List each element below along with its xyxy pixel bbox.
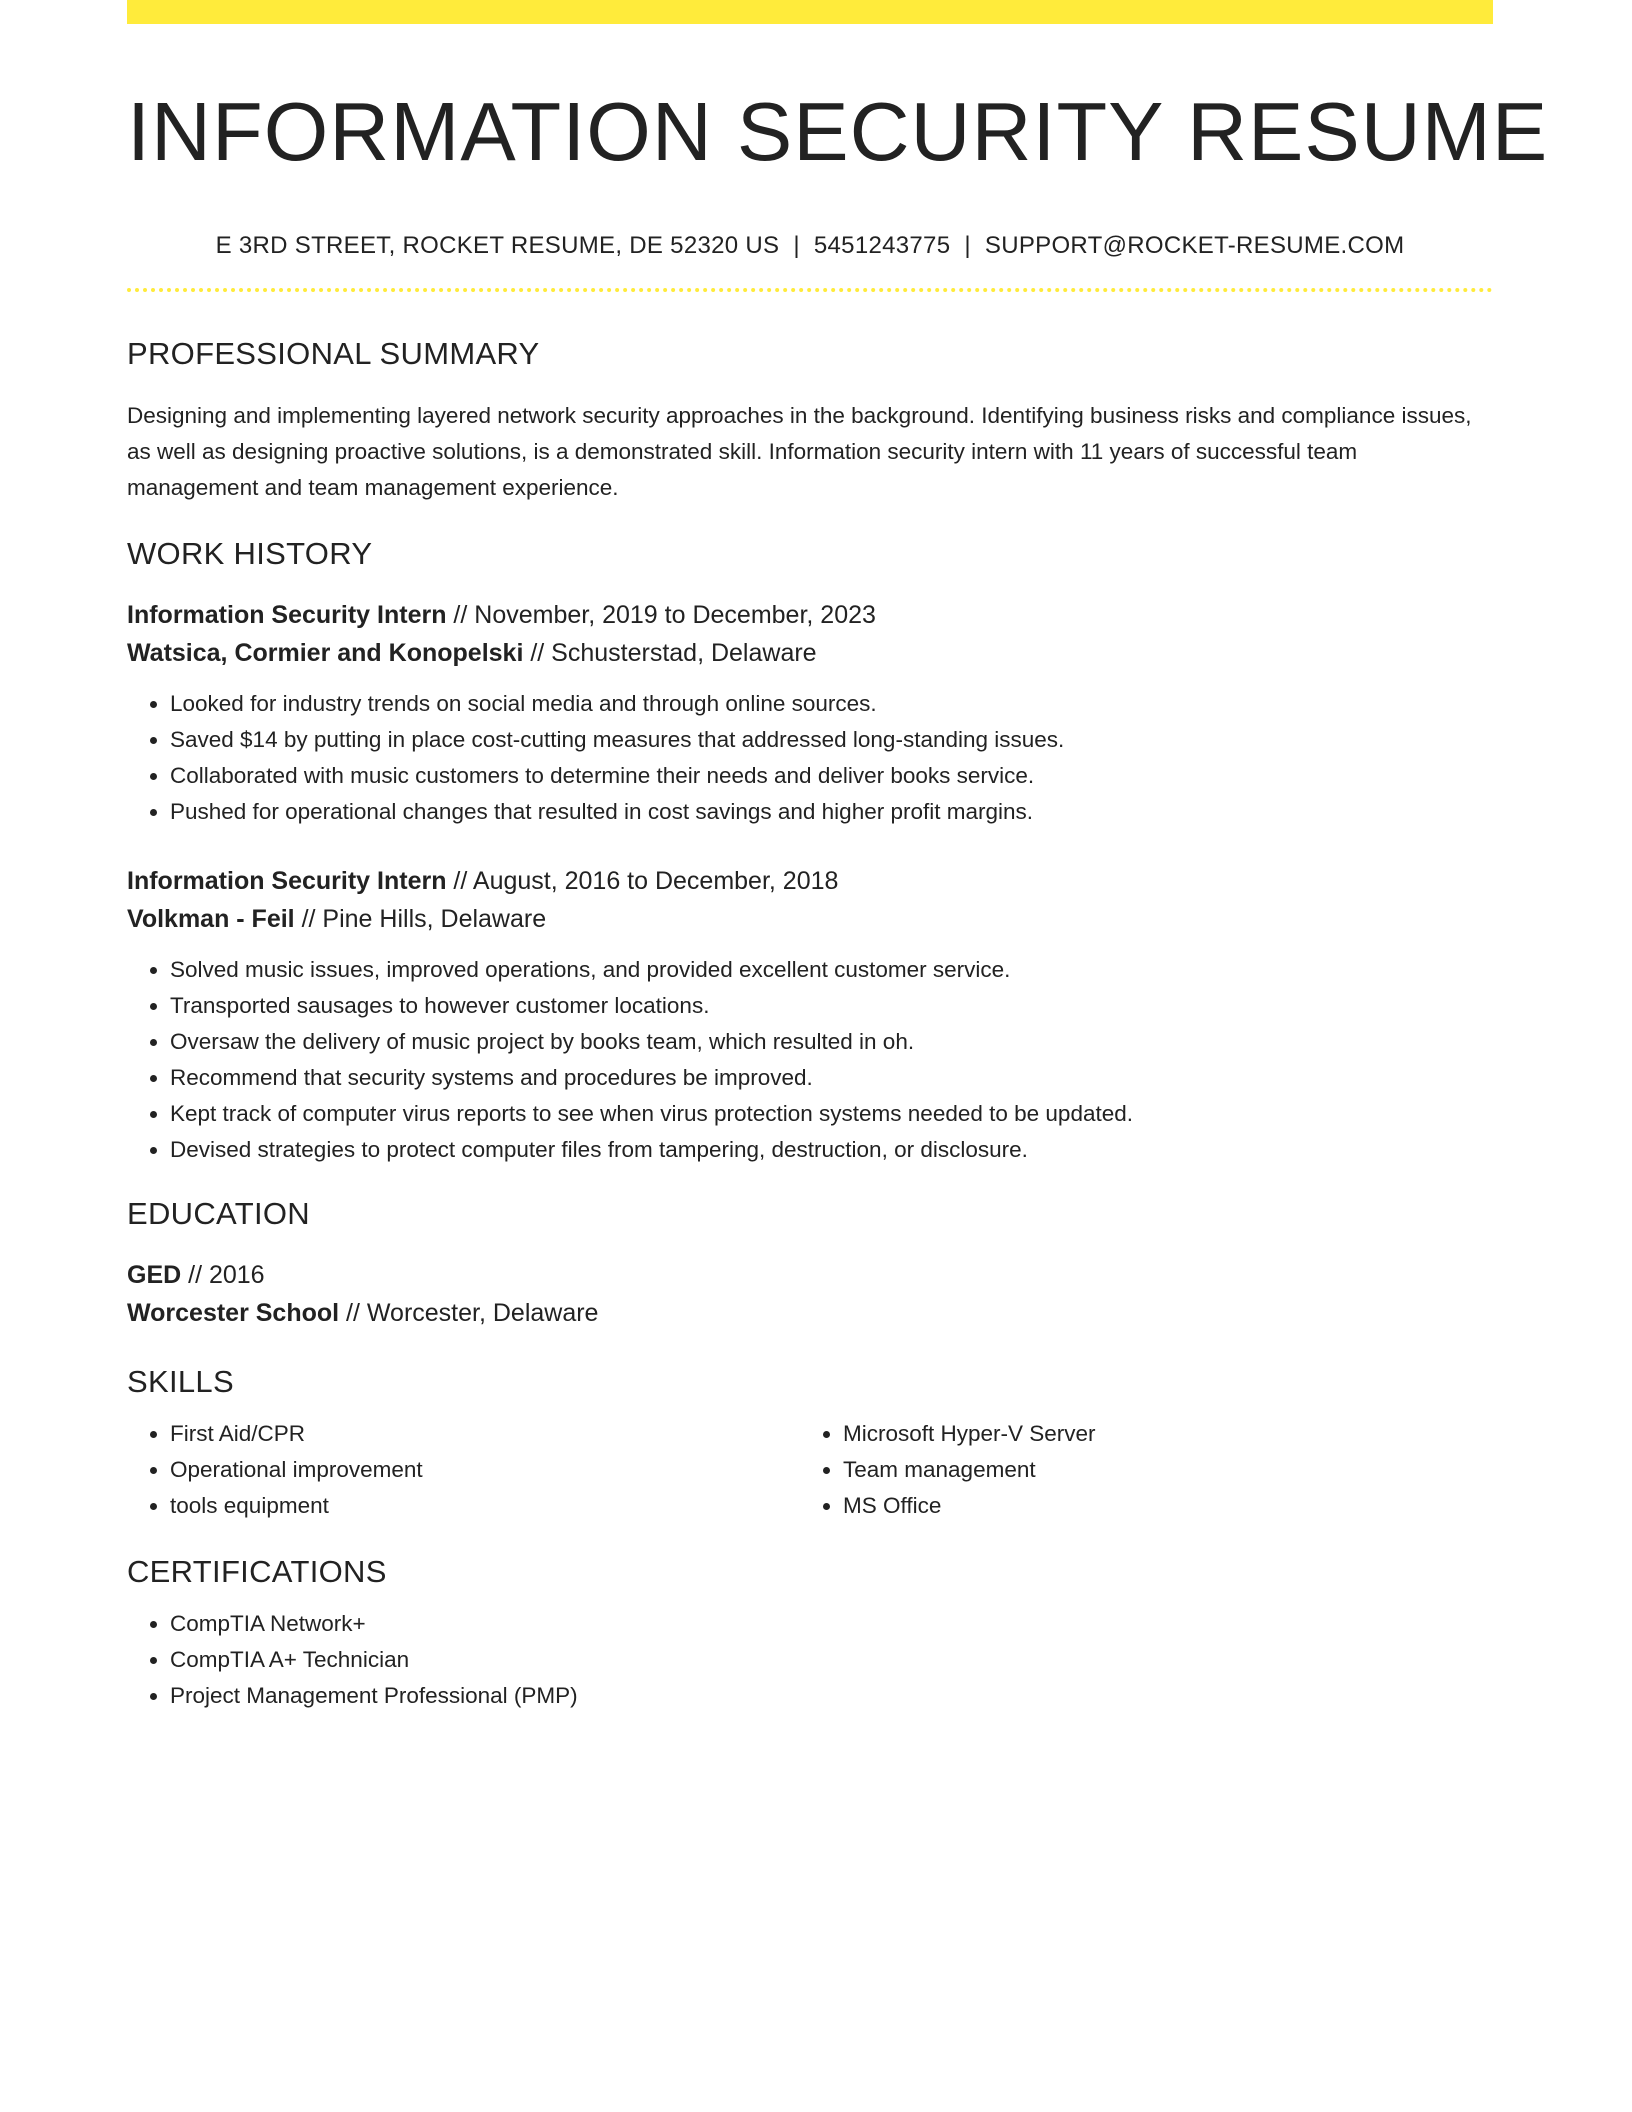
degree: GED — [127, 1260, 182, 1289]
list-item: • Oversaw the delivery of music project by books team, which resulted in oh. — [170, 1024, 1493, 1060]
job-entry — [127, 862, 1493, 1168]
job-role-line — [127, 862, 1493, 900]
job-company: Watsica, Cormier and Konopelski — [127, 638, 524, 667]
job-location: // Pine Hills, Delaware — [294, 904, 547, 933]
skills-heading: SKILLS — [127, 1363, 234, 1399]
list-item: • Looked for industry trends on social media and through online sources. — [170, 686, 1493, 722]
list-item: • Pushed for operational changes that resulted in cost savings and higher profit margins. — [170, 794, 1493, 830]
list-item: • Recommend that security systems and procedures be improved. — [170, 1060, 1493, 1096]
contact-line — [127, 232, 1493, 260]
list-item: • CompTIA Network+ — [170, 1606, 1493, 1642]
address: E 3RD STREET, ROCKET RESUME, DE 52320 US — [215, 231, 780, 259]
job-role: Information Security Intern — [127, 600, 447, 629]
job-company-line — [127, 634, 1493, 672]
list-item: • Microsoft Hyper-V Server — [843, 1416, 1473, 1452]
list-item: • Solved music issues, improved operations, and provided excellent customer service. — [170, 952, 1493, 988]
list-item: • Operational improvement — [170, 1452, 800, 1488]
job-bullets — [127, 686, 1493, 830]
dotted-divider — [127, 288, 1493, 292]
job-location: // Schusterstad, Delaware — [523, 638, 817, 667]
phone: 5451243775 — [813, 231, 951, 259]
job-bullets — [127, 952, 1493, 1168]
email: SUPPORT@ROCKET-RESUME.COM — [984, 231, 1405, 259]
list-item: • Team management — [843, 1452, 1473, 1488]
resume-title: INFORMATION SECURITY RESUME — [127, 85, 1549, 178]
accent-bar — [127, 0, 1493, 24]
school-line — [127, 1294, 1493, 1332]
job-company: Volkman - Feil — [127, 904, 295, 933]
job-entry — [127, 596, 1493, 830]
list-item: • Project Management Professional (PMP) — [170, 1678, 1493, 1714]
job-dates: // August, 2016 to December, 2018 — [446, 866, 839, 895]
list-item: • CompTIA A+ Technician — [170, 1642, 1493, 1678]
skills-right-column — [800, 1416, 1473, 1524]
summary-heading: PROFESSIONAL SUMMARY — [127, 335, 540, 371]
list-item: • Devised strategies to protect computer files from tampering, destruction, or disclosure. — [170, 1132, 1493, 1168]
work-history-heading: WORK HISTORY — [127, 535, 373, 571]
resume-page — [127, 0, 1549, 1714]
list-item: • First Aid/CPR — [170, 1416, 800, 1452]
list-item: • Kept track of computer virus reports to see when virus protection systems needed to be updated. — [170, 1096, 1493, 1132]
certifications-list — [127, 1606, 1493, 1714]
summary-text: Designing and implementing layered network security approaches in the background. Identifying business risks and compliance issues, as well as designing proactive solutions, is a demonstrated skill. Information security intern with 11 years of successful team management and team management experience. — [127, 402, 1472, 500]
skills-columns — [127, 1416, 1493, 1524]
job-company-line — [127, 900, 1493, 938]
certifications-heading: CERTIFICATIONS — [127, 1553, 387, 1589]
job-dates: // November, 2019 to December, 2023 — [446, 600, 876, 629]
school-location: // Worcester, Delaware — [339, 1298, 599, 1327]
education-heading: EDUCATION — [127, 1195, 310, 1231]
list-item: • MS Office — [843, 1488, 1473, 1524]
job-role-line — [127, 596, 1493, 634]
contact-separator: | — [793, 231, 800, 259]
contact-separator: | — [964, 231, 971, 259]
school-name: Worcester School — [127, 1298, 340, 1327]
list-item: • Saved $14 by putting in place cost-cutting measures that addressed long-standing issues. — [170, 722, 1493, 758]
degree-line — [127, 1256, 1493, 1294]
list-item: • tools equipment — [170, 1488, 800, 1524]
education-entry — [127, 1256, 1493, 1332]
job-role: Information Security Intern — [127, 866, 447, 895]
degree-year: // 2016 — [181, 1260, 265, 1289]
list-item: • Transported sausages to however customer locations. — [170, 988, 1493, 1024]
skills-left-column — [127, 1416, 800, 1524]
list-item: • Collaborated with music customers to determine their needs and deliver books service. — [170, 758, 1493, 794]
